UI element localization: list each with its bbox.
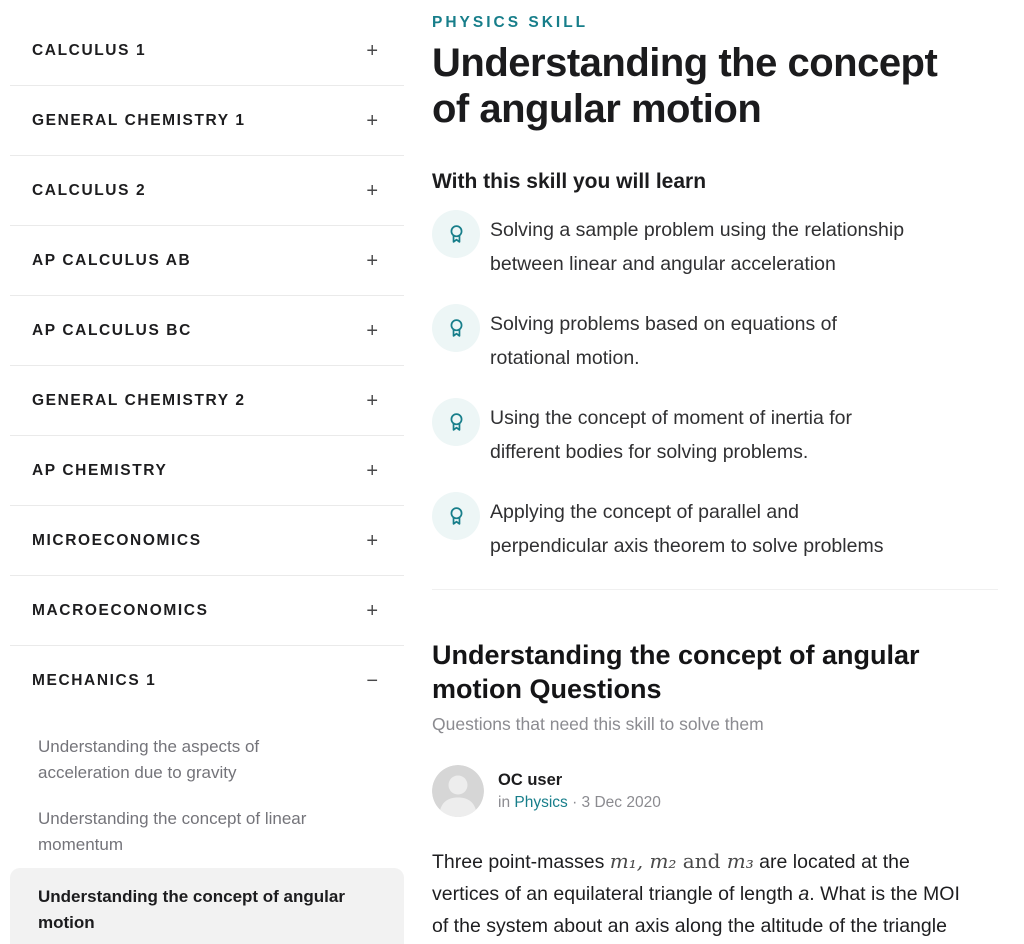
learn-item-line: Using the concept of moment of inertia for	[490, 407, 853, 429]
learn-item-line: Applying the concept of parallel and	[490, 501, 799, 523]
learn-section-heading: With this skill you will learn	[432, 170, 707, 193]
expand-plus-icon[interactable]: +	[366, 319, 378, 342]
sidebar-section-label: AP CHEMISTRY	[32, 461, 168, 479]
user-avatar	[432, 765, 484, 817]
learn-item	[432, 492, 998, 563]
category-link[interactable]: Physics	[514, 793, 568, 811]
sidebar-section-general-chemistry-2[interactable]	[10, 366, 404, 436]
author-name: OC user	[498, 770, 563, 789]
sidebar-section-label: GENERAL CHEMISTRY 1	[32, 111, 246, 129]
sidebar-section-ap-calculus-ab[interactable]	[10, 226, 404, 296]
sidebar-item-label: acceleration due to gravity	[38, 763, 237, 782]
sidebar-section-label: CALCULUS 2	[32, 181, 147, 199]
mechanics-1-skill-list	[10, 716, 404, 944]
math-variable: a	[798, 883, 810, 905]
expand-plus-icon[interactable]: +	[366, 249, 378, 272]
question-line: of the system about an axis along the altitude of the triangle	[432, 915, 947, 937]
course-sidebar	[10, 0, 404, 944]
learn-item-line: different bodies for solving problems.	[490, 441, 809, 463]
page-title	[432, 40, 998, 132]
questions-section-heading	[432, 638, 998, 706]
questions-heading-line: Understanding the concept of angular	[432, 640, 920, 670]
sidebar-section-label: AP CALCULUS AB	[32, 251, 192, 269]
questions-subheading: Questions that need this skill to solve them	[432, 714, 764, 734]
sidebar-section-label: AP CALCULUS BC	[32, 321, 192, 339]
math-inline: and	[676, 849, 727, 873]
sidebar-section-calculus-1[interactable]	[10, 16, 404, 86]
sidebar-section-microeconomics[interactable]	[10, 506, 404, 576]
question-post-header	[432, 765, 998, 817]
collapse-minus-icon[interactable]: −	[366, 670, 378, 692]
sidebar-item-label: Understanding the concept of angular	[38, 887, 345, 906]
page-title-line: Understanding the concept	[432, 41, 938, 85]
expand-plus-icon[interactable]: +	[366, 389, 378, 412]
sidebar-item-angular-motion-selected[interactable]	[10, 868, 404, 944]
sidebar-section-mechanics-1[interactable]	[10, 646, 404, 716]
skill-content	[432, 0, 998, 944]
learn-item-text	[490, 304, 837, 375]
sidebar-section-label: MECHANICS 1	[32, 672, 157, 689]
sidebar-section-general-chemistry-1[interactable]	[10, 86, 404, 156]
learn-item-line: rotational motion.	[490, 347, 640, 369]
sidebar-item-linear-momentum[interactable]	[10, 796, 404, 868]
sidebar-section-macroeconomics[interactable]	[10, 576, 404, 646]
expand-plus-icon[interactable]: +	[366, 39, 378, 62]
page-title-line: of angular motion	[432, 87, 762, 131]
learn-item-line: Solving a sample problem using the relationship	[490, 219, 905, 241]
learn-item	[432, 210, 998, 281]
math-inline: m₁, m₂	[609, 849, 677, 873]
meta-in-label: in	[498, 793, 515, 811]
author-block	[498, 771, 661, 812]
sidebar-item-label: momentum	[38, 835, 124, 854]
learn-item-line: between linear and angular acceleration	[490, 253, 836, 275]
award-ribbon-icon	[432, 492, 480, 540]
award-ribbon-icon	[432, 210, 480, 258]
learn-item-text	[490, 492, 883, 563]
expand-plus-icon[interactable]: +	[366, 529, 378, 552]
sidebar-section-label: MICROECONOMICS	[32, 531, 202, 549]
sidebar-section-ap-calculus-bc[interactable]	[10, 296, 404, 366]
learn-item-text	[490, 210, 904, 281]
learn-item-line: perpendicular axis theorem to solve problems	[490, 535, 884, 557]
sidebar-section-label: MACROECONOMICS	[32, 601, 209, 619]
sidebar-section-label: CALCULUS 1	[32, 41, 147, 59]
expand-plus-icon[interactable]: +	[366, 109, 378, 132]
expand-plus-icon[interactable]: +	[366, 599, 378, 622]
math-inline: m₃	[726, 849, 754, 873]
questions-heading-line: motion Questions	[432, 674, 662, 704]
learn-item-line: Solving problems based on equations of	[490, 313, 837, 335]
question-line: Three point-masses m₁, m₂ and m₃ are located at the	[432, 849, 910, 873]
expand-plus-icon[interactable]: +	[366, 179, 378, 202]
sidebar-item-label: Understanding the concept of linear	[38, 809, 307, 828]
author-meta	[498, 794, 661, 812]
learn-item-text	[490, 398, 852, 469]
skill-category-label: PHYSICS SKILL	[432, 14, 589, 31]
learn-list	[432, 210, 998, 563]
award-ribbon-icon	[432, 398, 480, 446]
sidebar-item-label: motion	[38, 913, 95, 932]
sidebar-section-label: GENERAL CHEMISTRY 2	[32, 391, 246, 409]
sidebar-item-acceleration-gravity[interactable]	[10, 724, 404, 796]
sidebar-section-ap-chemistry[interactable]	[10, 436, 404, 506]
expand-plus-icon[interactable]: +	[366, 459, 378, 482]
question-line: vertices of an equilateral triangle of length a. What is the MOI	[432, 883, 960, 905]
learn-item	[432, 398, 998, 469]
sidebar-item-label: Understanding the aspects of	[38, 737, 260, 756]
award-ribbon-icon	[432, 304, 480, 352]
post-date: · 3 Dec 2020	[567, 793, 661, 811]
question-text	[432, 845, 998, 942]
learn-item	[432, 304, 998, 375]
section-divider	[432, 589, 998, 590]
sidebar-section-calculus-2[interactable]	[10, 156, 404, 226]
